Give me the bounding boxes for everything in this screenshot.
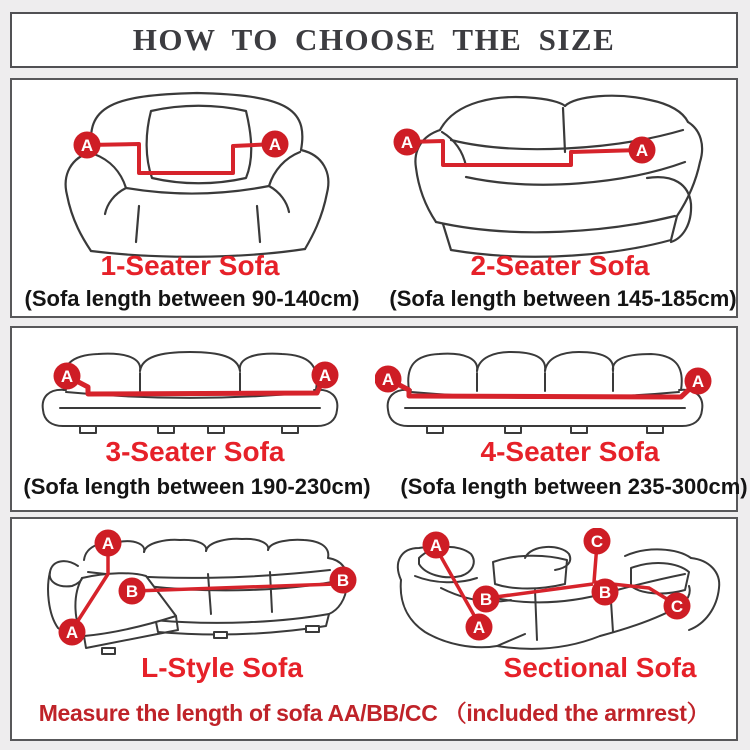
marker-letter: B — [479, 590, 493, 609]
sofa-size-note: (Sofa length between 235-300cm) — [400, 474, 748, 499]
marker-letter: A — [429, 536, 443, 555]
section-small-sofas — [10, 78, 738, 318]
marker-letter: A — [101, 534, 115, 553]
sofa-name-label: 2-Seater Sofa — [470, 250, 650, 281]
marker-letter: A — [381, 370, 395, 389]
marker-letter: A — [400, 133, 414, 152]
sofa-illustration-1-seater — [50, 82, 345, 258]
sofa-name-label: 3-Seater Sofa — [105, 436, 285, 467]
marker-letter: B — [336, 571, 350, 590]
sofa-name-label: 4-Seater Sofa — [480, 436, 660, 467]
marker-letter: A — [80, 136, 94, 155]
section-corner-sofas — [10, 517, 738, 741]
sofa-name-label: 1-Seater Sofa — [100, 250, 280, 281]
marker-letter: A — [472, 618, 486, 637]
measure-marker — [119, 578, 146, 605]
measure-marker — [312, 362, 339, 389]
marker-letter: A — [691, 372, 705, 391]
marker-letter: B — [598, 583, 612, 602]
sofa-line-art — [388, 352, 703, 433]
page-title: HOW TO CHOOSE THE SIZE — [132, 22, 616, 57]
sofa-size-note: (Sofa length between 90-140cm) — [24, 286, 360, 311]
marker-letter: A — [65, 623, 79, 642]
sofa-size-note: (Sofa length between 190-230cm) — [23, 474, 371, 499]
sofa-illustration-l-style — [18, 528, 363, 658]
measure-marker — [54, 363, 81, 390]
measure-marker — [664, 593, 691, 620]
marker-letter: B — [125, 582, 139, 601]
sofa-illustration-4-seater — [375, 338, 715, 438]
sofa-name-label: L-Style Sofa — [141, 652, 303, 683]
sofa-illustration-2-seater — [385, 82, 735, 262]
marker-letter: A — [635, 141, 649, 160]
measure-marker — [262, 131, 289, 158]
measure-marker — [74, 132, 101, 159]
marker-letter: A — [60, 367, 74, 386]
measure-marker — [629, 137, 656, 164]
measure-marker — [95, 530, 122, 557]
measure-marker — [59, 619, 86, 646]
measure-instruction: Measure the length of sofa AA/BB/CC （included the armrest） — [38, 700, 710, 726]
measure-marker — [423, 532, 450, 559]
sofa-illustration-3-seater — [30, 338, 350, 438]
measure-marker — [394, 129, 421, 156]
section-large-sofas — [10, 326, 748, 512]
measure-marker — [592, 579, 619, 606]
measure-marker — [584, 528, 611, 555]
measure-marker — [473, 586, 500, 613]
marker-letter: A — [268, 135, 282, 154]
sofa-illustration-sectional — [385, 528, 735, 663]
measure-marker — [466, 614, 493, 641]
measure-line — [67, 375, 325, 394]
marker-letter: C — [670, 597, 684, 616]
measure-marker — [685, 368, 712, 395]
sofa-line-art — [415, 96, 702, 257]
measure-marker — [375, 366, 402, 393]
measure-marker — [330, 567, 357, 594]
title-banner — [10, 12, 738, 68]
sofa-name-label: Sectional Sofa — [503, 652, 697, 683]
marker-letter: A — [318, 366, 332, 385]
sofa-size-note: (Sofa length between 145-185cm) — [389, 286, 737, 311]
marker-letter: C — [590, 532, 604, 551]
